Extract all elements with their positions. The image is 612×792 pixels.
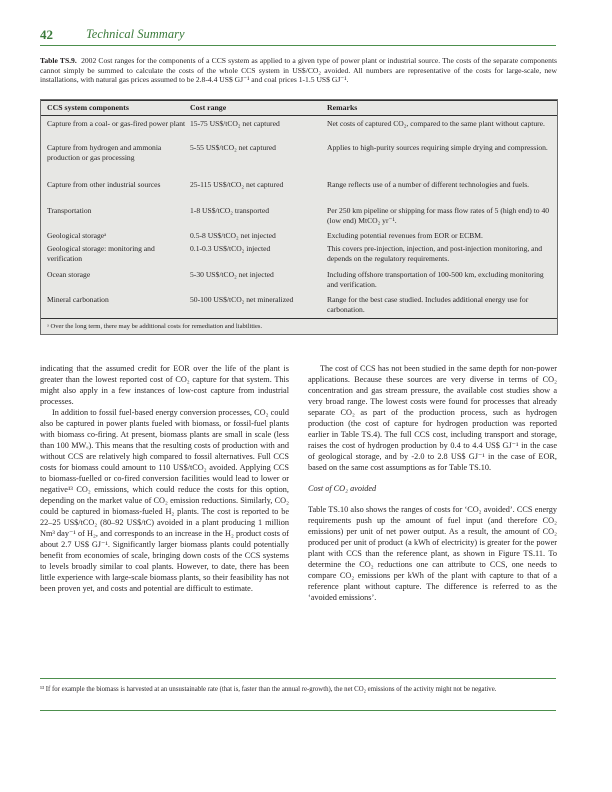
cell-cost: 1-8 US$/tCO₂ transported	[190, 206, 270, 215]
cell-remarks: Excluding potential revenues from EOR or ECBM.	[327, 231, 483, 240]
cell-remarks: Net costs of captured CO₂, compared to the same plant without capture.	[327, 119, 545, 128]
running-title: Technical Summary	[86, 27, 185, 41]
cell-remarks: This covers pre-injection, injection, and post-injection monitoring, and depends on the regulatory requirements.	[327, 244, 543, 263]
cell-cost: 0.5-8 US$/tCO₂ net injected	[190, 231, 276, 240]
cell-cost: 5-30 US$/tCO₂ net injected	[190, 270, 274, 279]
cell-remarks: Range for the best case studied. Includes additional energy use for carbonation.	[327, 295, 529, 314]
page-number: 42	[40, 27, 53, 42]
cell-component: Capture from other industrial sources	[47, 180, 161, 189]
header-remarks: Remarks	[327, 103, 358, 112]
table-footer-rule	[41, 318, 557, 319]
cell-cost: 5-55 US$/tCO₂ net captured	[190, 143, 276, 152]
footer-rule	[40, 710, 556, 711]
cell-remarks: Applies to high-purity sources requiring simple drying and compression.	[327, 143, 548, 152]
cell-cost: 50-100 US$/tCO₂ net mineralized	[190, 295, 294, 304]
cell-component: Capture from a coal- or gas-fired power plant	[47, 119, 186, 128]
page-footnote: ¹³ If for example the biomass is harvested at an unsustainable rate (that is, faster than the annual re-growth), the net CO₂ emissions of the activity might not be negative.	[40, 686, 497, 693]
table-header-rule	[41, 115, 557, 116]
table-label: Table TS.9.	[40, 56, 77, 65]
cell-cost: 15-75 US$/tCO₂ net captured	[190, 119, 280, 128]
section-subheading: Cost of CO₂ avoided	[308, 484, 377, 493]
header-components: CCS system components	[47, 103, 129, 112]
cost-table	[40, 99, 558, 335]
cell-cost: 0.1-0.3 US$/tCO₂ injected	[190, 244, 271, 253]
cell-component: Ocean storage	[47, 270, 91, 279]
cell-remarks: Range reflects use of a number of different technologies and fuels.	[327, 180, 530, 189]
cell-component: Capture from hydrogen and ammonia production or gas processing	[47, 143, 162, 162]
page-header	[40, 27, 560, 47]
table-footnote: ᵃ Over the long term, there may be additional costs for remediation and liabilities.	[47, 323, 263, 330]
table-rule-top	[41, 100, 557, 101]
header-cost-range: Cost range	[190, 103, 227, 112]
cell-component: Geological storage: monitoring and verification	[47, 244, 155, 263]
cell-component: Geological storageᵃ	[47, 231, 107, 240]
footnote-rule	[40, 678, 556, 679]
cell-remarks: Per 250 km pipeline or shipping for mass flow rates of 5 (high end) to 40 (low end) MtCO₂ yr⁻¹.	[327, 206, 550, 225]
cell-component: Mineral carbonation	[47, 295, 109, 304]
paragraph: Table TS.10 also shows the ranges of costs for ‘CO₂ avoided’. CCS energy requirements push up the amount of fuel input (and therefore CO₂ emissions) per unit of net power output. As a result, the amount of CO₂ produced per unit of product (a kWh of electricity) is greater for the power plant with CCS than the reference plant, as shown in Figure TS.11. To determine the CO₂ reductions one can attribute to CCS, one needs to compare CO₂ emissions per kWh of the plant with capture to that of a reference plant without capture. The difference is referred to as the ‘avoided emissions’.	[308, 505, 557, 602]
cell-remarks: Including offshore transportation of 100-500 km, excluding monitoring and verification.	[327, 270, 544, 289]
cell-component: Transportation	[47, 206, 92, 215]
paragraph: In addition to fossil fuel-based energy conversion processes, CO₂ could also be captured in power plants fueled with biomass, or fossil-fuel plants with biomass co-firing. At present, biomass plants are small in scale (less than 100 MWₑ). This means that the resulting costs of production with and without CCS are relatively high compared to fossil alternatives. Full CCS costs for biomass could amount to 110 US$/tCO₂ avoided. Applying CCS to biomass-fuelled or co-fired conversion facilities would lead to lower or negative¹³ CO₂ emissions, which could reduce the costs for this option, depending on the market value of CO₂ emission reductions. Similarly, CO₂ could be captured in biomass-fueled H₂ plants. The cost is reported to be 22–25 US$/tCO₂ (80–92 US$/tC) avoided in a plant producing 1 million Nm³ day⁻¹ of H₂, and corresponds to an increase in the H₂ product costs of about 2.7 US$ GJ⁻¹. Significantly larger biomass plants could potentially benefit from economies of scale, bringing down costs of the CCS systems to levels broadly similar to coal plants. However, to date, there has been little experience with large-scale biomass plants, so their feasibility has not been proven yet, and costs and potential are difficult to estimate.	[40, 408, 289, 593]
header-rule	[40, 45, 556, 46]
cell-cost: 25-115 US$/tCO₂ net captured	[190, 180, 284, 189]
paragraph: indicating that the assumed credit for EOR over the life of the plant is greater than the lowest reported cost of CO₂ capture for that system. This might also apply in a few instances of low-cost capture from industrial processes.	[40, 364, 289, 406]
paragraph: The cost of CCS has not been studied in the same depth for non-power applications. Because these sources are very diverse in terms of CO₂ concentration and gas stream pressure, the available cost studies show a very broad range. The lowest costs were found for processes that already separate CO₂ as part of the production process, such as hydrogen production (the cost of capture for hydrogen production was reported earlier in Table TS.4). The full CCS cost, including transport and storage, raises the cost of hydrogen production by 0.4 to 4.4 US$ GJ⁻¹ in the case of geological storage, and by -2.0 to 2.8 US$ GJ⁻¹ in the case of EOR, based on the same cost assumptions as for Table TS.10.	[308, 364, 557, 472]
table-caption	[40, 56, 557, 85]
right-column	[308, 363, 557, 603]
caption-text: 2002 Cost ranges for the components of a CCS system as applied to a given type of power plant or industrial source. The costs of the separate components cannot simply be summed to calculate the costs of the whole CCS system in US$/CO₂ avoided. All numbers are representative of the costs for large-scale, new installations, with natural gas prices assumed to be 2.8-4.4 US$ GJ⁻¹ and coal prices 1-1.5 US$ GJ⁻¹.	[40, 56, 558, 85]
left-column	[40, 363, 289, 594]
